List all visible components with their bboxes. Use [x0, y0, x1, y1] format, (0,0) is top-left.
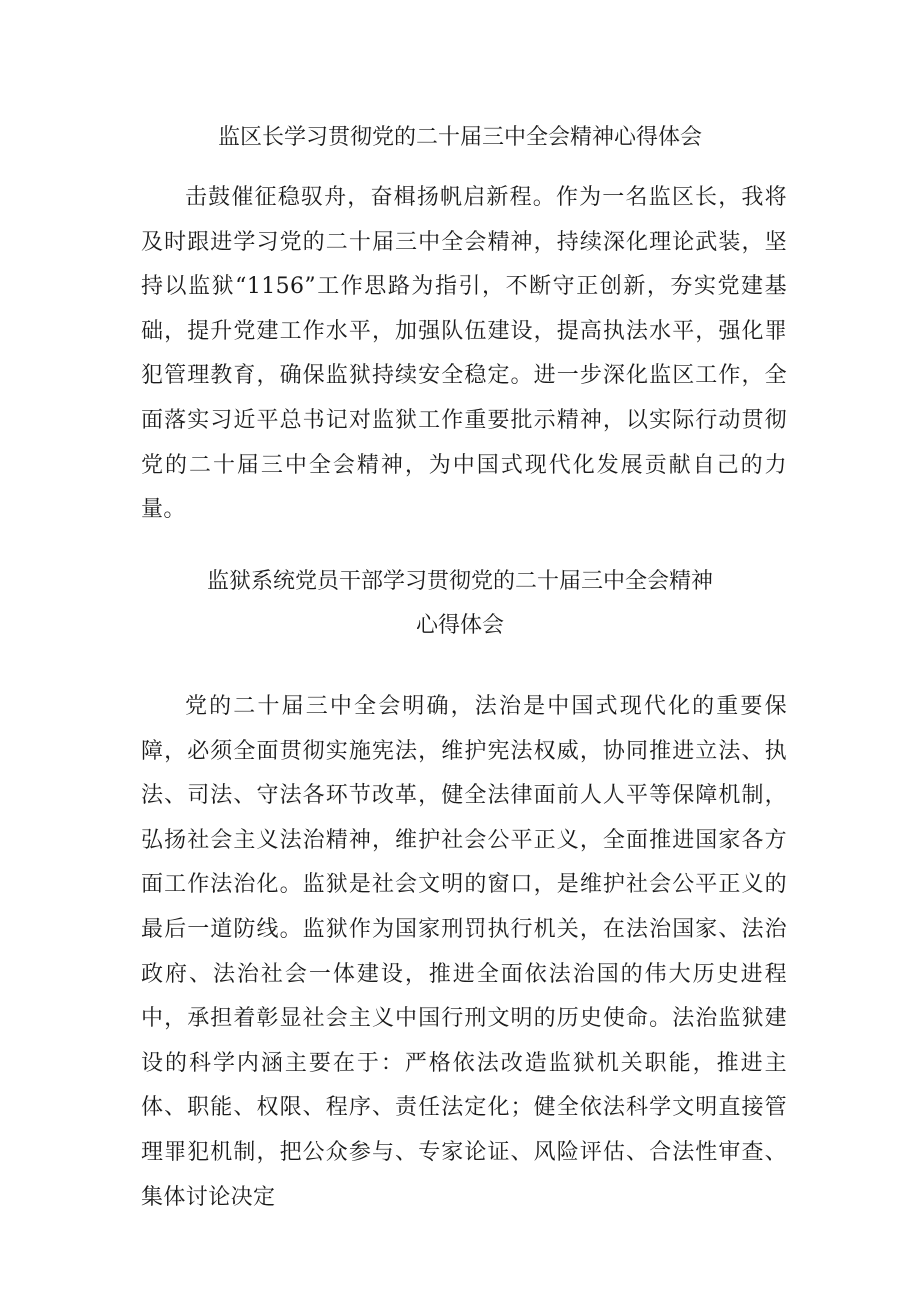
section-1-title-line-1: 监区长学习贯彻党的二十届三中全会精神心得体会 — [217, 125, 702, 150]
section-1-title — [140, 116, 780, 160]
section-2-title — [140, 560, 780, 648]
section-2-paragraph: 党的二十届三中全会明确，法治是中国式现代化的重要保障，必须全面贯彻实施宪法，维护宪法权威，协同推进立法、执法、司法、守法各环节改革，健全法律面前人人平等保障机制，弘扬社会主义法治精神，维护社会公平正义，全面推进国家各方面工作法治化。监狱是社会文明的窗口，是维护社会公平正义的最后一道防线。监狱作为国家刑罚执行机关，在法治国家、法治政府、法治社会一体建设，推进全面依法治国的伟大历史进程中，承担着彰显社会主义中国行刑文明的历史使命。法治监狱建设的科学内涵主要在于：严格依法改造监狱机关职能，推进主体、职能、权限、程序、责任法定化；健全依法科学文明直接管理罪犯机制，把公众参与、专家论证、风险评估、合法性审查、集体讨论决定 — [141, 694, 787, 1210]
section-1-paragraph: 击鼓催征稳驭舟，奋楫扬帆启新程。作为一名监区长，我将及时跟进学习党的二十届三中全会精神，持续深化理论武装，坚持以监狱“1156”工作思路为指引，不断守正创新，夯实党建基础，提升党建工作水平，加强队伍建设，提高执法水平，强化罪犯管理教育，确保监狱持续安全稳定。进一步深化监区工作，全面落实习近平总书记对监狱工作重要批示精神，以实际行动贯彻党的二十届三中全会精神，为中国式现代化发展贡献自己的力量。 — [141, 185, 787, 523]
section-2-title-line-1: 监狱系统党员干部学习贯彻党的二十届三中全会精神 — [206, 569, 713, 594]
section-2-title-line-2: 心得体会 — [415, 613, 504, 638]
